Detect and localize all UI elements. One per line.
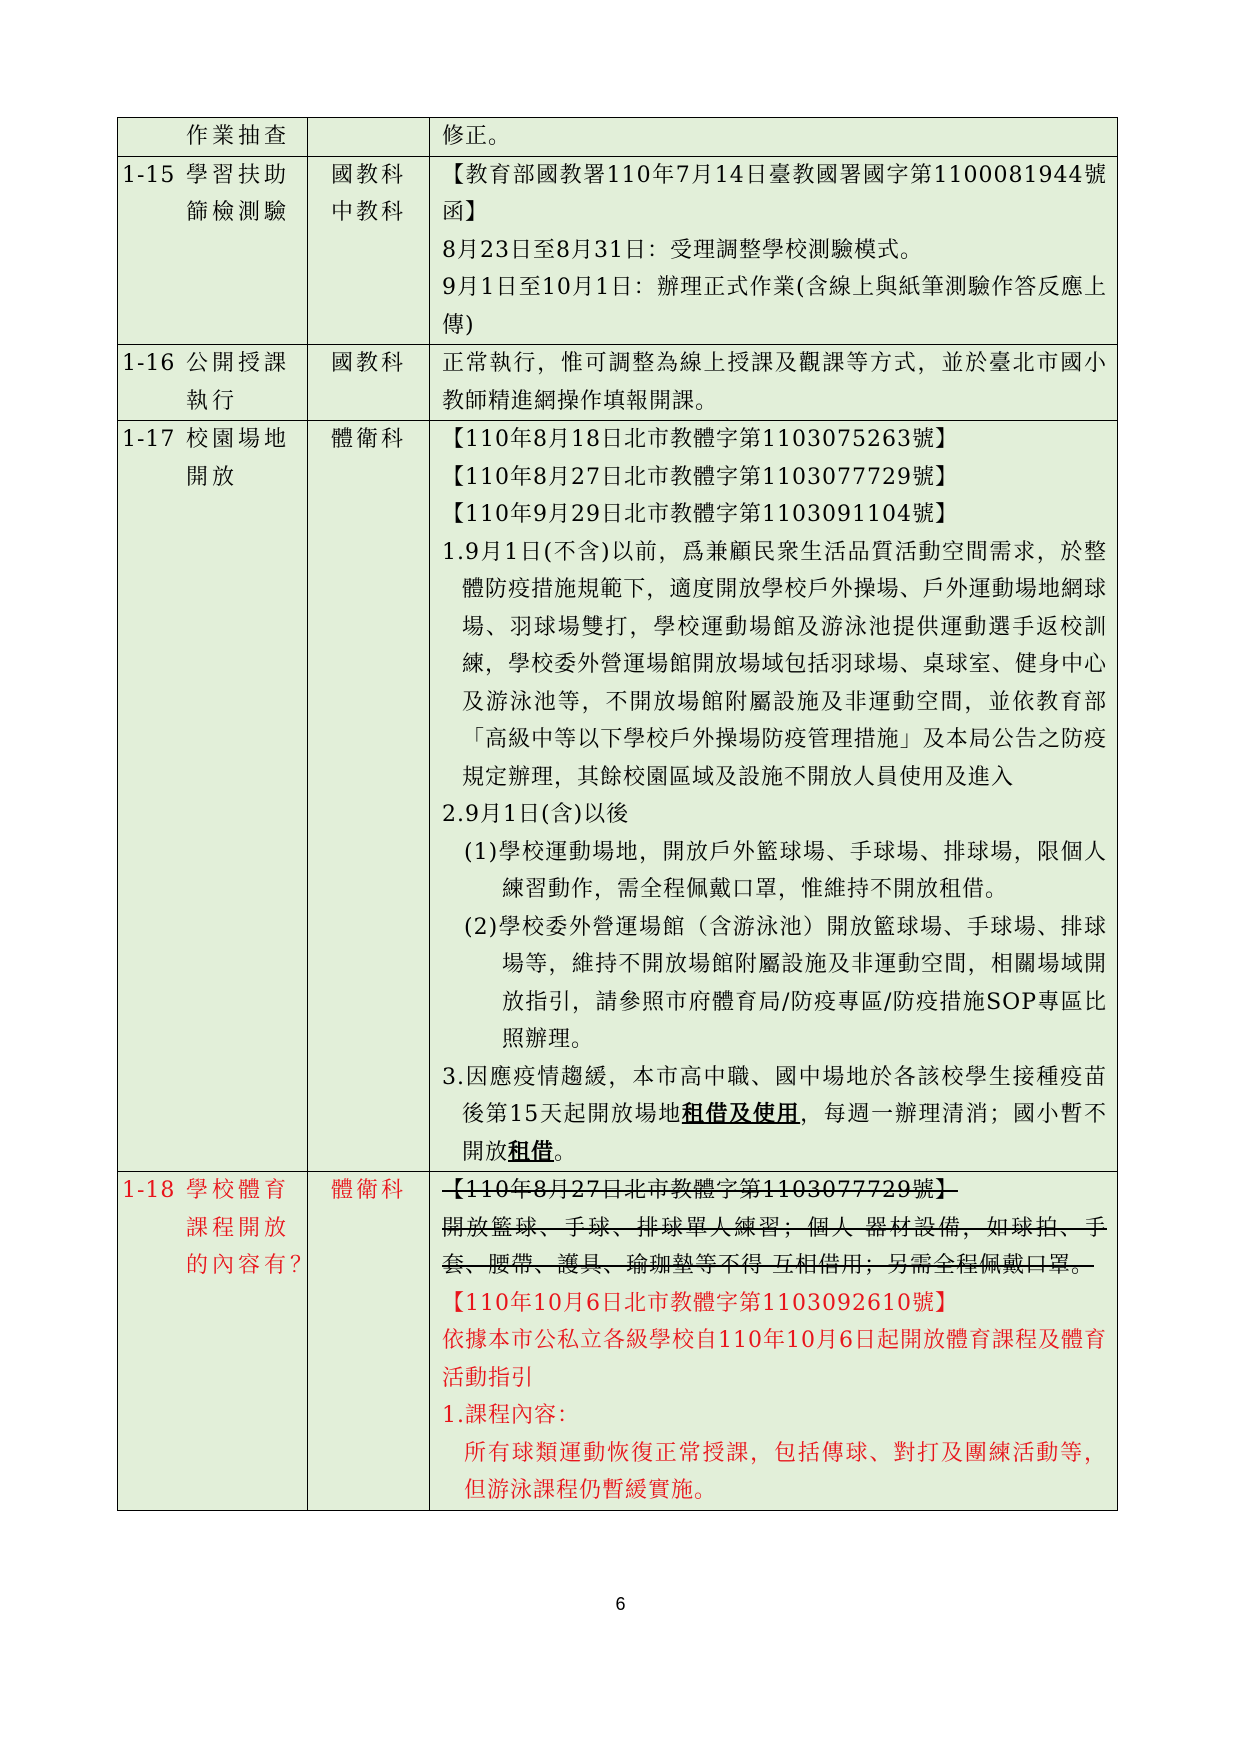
list-item-text: 3.因應疫情趨緩，本市高中職、國中場地於各該校學生接種疫苗後第15天起開放場地 [442, 1064, 1107, 1127]
list-item: 1.課程內容： [442, 1403, 580, 1428]
content-cell [430, 156, 1118, 345]
item-name-line: 課程開放 [186, 1215, 291, 1241]
deleted-text: 開放籃球、手球、排球單人練習；個人 器材設備，如球拍、手套、腰帶、護具、瑜珈墊等不得 互相借用；另需全程佩戴口罩。 [442, 1215, 1107, 1278]
dept-cell [308, 345, 430, 421]
table-row [118, 345, 1118, 421]
table-row [118, 118, 1118, 157]
list-item-text: 所有球類運動恢復正常授課，包括傳球、對打及團練活動等，但游泳課程仍暫緩實施。 [464, 1440, 1107, 1503]
item-name [186, 1172, 320, 1285]
dept-label: 國教科 [330, 351, 406, 376]
item-name-line: 校園場地 [186, 427, 291, 452]
item-name-cell [118, 1172, 317, 1511]
content-text: 正常執行，惟可調整為線上授課及觀課等方式，並於臺北市國小教師精進網操作填報開課。 [442, 351, 1107, 414]
table-row [118, 421, 1118, 1172]
content-cell [430, 118, 1118, 157]
deleted-reference-doc: 【110年8月27日北市教體字第1103077729號】 [442, 1178, 958, 1203]
dept-label: 體衛科 [330, 1178, 406, 1203]
item-name-line: 篩檢測驗 [186, 200, 291, 225]
item-name-line: 的內容有？ [186, 1253, 317, 1278]
content-cell [430, 1172, 1118, 1511]
content-text: 修正。 [442, 124, 512, 149]
underlined-emphasis: 租借及使用 [681, 1101, 801, 1127]
list-item: 1.9月1日(不含)以前，爲兼顧民衆生活品質活動空間需求，於整體防疫措施規範下，適度開放學校戶外操場、戶外運動場地網球場、羽球場雙打，學校運動場館及游泳池提供運動選手返校訓練，學校委外營運場館開放場域包括羽球場、桌球室、健身中心及游泳池等，不開放場館附屬設施及非運動空間，並依教育部「高級中等以下學校戶外操場防疫管理措施」及本局公告之防疫規定辦理，其餘校園區域及設施不開放人員使用及進入 [442, 539, 1107, 790]
content-text: 依據本市公私立各級學校自110年10月6日起開放體育課程及體育活動指引 [442, 1328, 1107, 1391]
list-item [442, 1059, 1107, 1172]
reference-doc: 【教育部國教署110年7月14日臺教國署國字第1100081944號函】 [442, 162, 1107, 225]
dept-cell [308, 156, 430, 345]
table-row [118, 156, 1118, 345]
item-name-cell [118, 156, 308, 345]
reference-doc: 【110年8月18日北市教體字第1103075263號】 [442, 427, 958, 452]
dept-cell [308, 1172, 430, 1511]
item-number: 1-17 [122, 427, 176, 452]
item-name-cell [118, 118, 308, 157]
dept-label: 國教科 [330, 162, 406, 188]
list-item-text: ，每週一辦理清消；國小暫不開放 [462, 1102, 1107, 1165]
item-name-line: 學校體育 [186, 1178, 291, 1203]
dept-label: 體衛科 [330, 427, 406, 452]
content-text: 9月1日至10月1日：辦理正式作業(含線上與紙筆測驗作答反應上傳) [442, 275, 1107, 338]
item-number: 1-18 [122, 1178, 176, 1203]
item-number: 1-16 [122, 351, 176, 376]
item-name [186, 421, 307, 496]
item-name [186, 157, 307, 232]
list-item-text: 。 [554, 1139, 578, 1165]
item-name-line: 學習扶助 [186, 162, 291, 188]
item-name [186, 345, 307, 420]
item-name-cell [118, 421, 308, 1172]
sub-list-item: (1)學校運動場地，開放戶外籃球場、手球場、排球場，限個人練習動作，需全程佩戴口罩，惟維持不開放租借。 [464, 839, 1107, 902]
reference-doc: 【110年10月6日北市教體字第1103092610號】 [442, 1290, 958, 1316]
sub-list-item: (2)學校委外營運場館（含游泳池）開放籃球場、手球場、排球場等，維持不開放場館附屬設施及非運動空間，相關場域開放指引，請參照市府體育局/防疫專區/防疫措施SOP專區比照辦理。 [464, 914, 1107, 1052]
dept-cell [308, 421, 430, 1172]
item-name: 作業抽查 [186, 124, 291, 149]
content-text: 8月23日至8月31日：受理調整學校測驗模式。 [442, 237, 923, 263]
epidemic-measures-table [117, 117, 1118, 1511]
page-number: 6 [615, 1594, 626, 1614]
reference-doc: 【110年8月27日北市教體字第1103077729號】 [442, 464, 958, 490]
content-cell [430, 345, 1118, 421]
item-name-line: 開放 [186, 464, 239, 490]
item-name-line: 執行 [186, 388, 239, 414]
content-cell [430, 421, 1118, 1172]
item-number: 1-15 [122, 162, 176, 188]
reference-doc: 【110年9月29日北市教體字第1103091104號】 [442, 502, 958, 527]
item-name-cell [118, 345, 308, 421]
dept-cell [308, 118, 430, 157]
underlined-emphasis: 租借 [508, 1138, 555, 1165]
table-row [118, 1172, 1118, 1511]
dept-label: 中教科 [330, 200, 406, 225]
item-name-line: 公開授課 [186, 351, 291, 376]
list-item: 2.9月1日(含)以後 [442, 802, 630, 827]
